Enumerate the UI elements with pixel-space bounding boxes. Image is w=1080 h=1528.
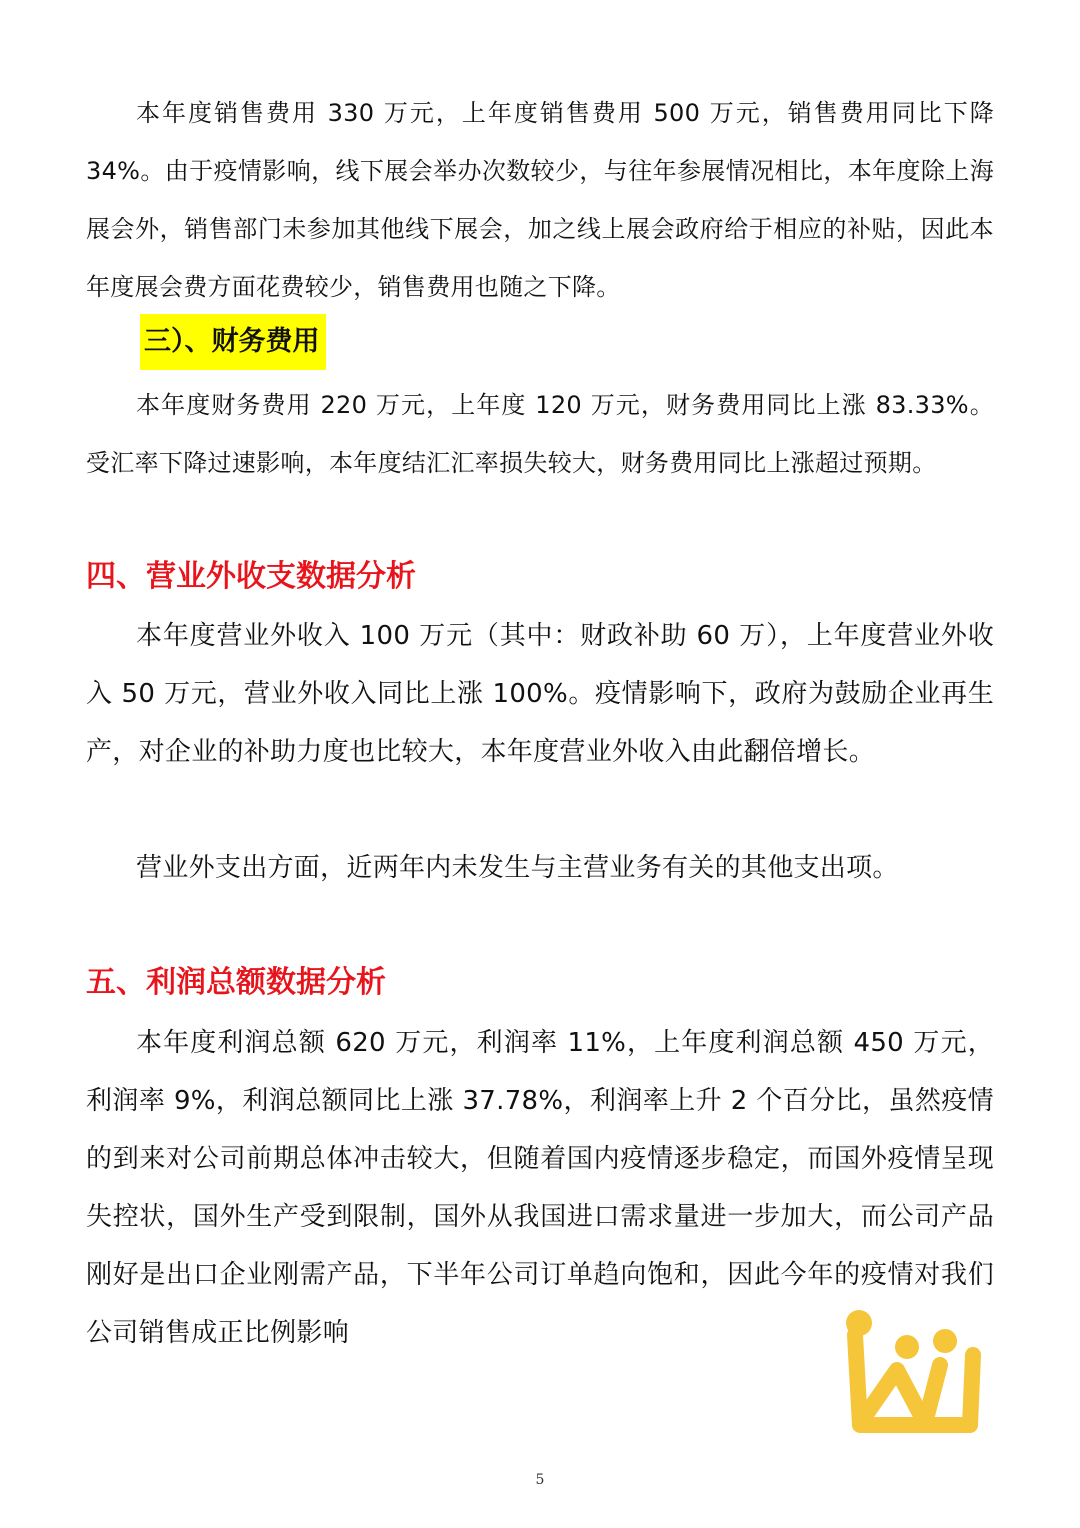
paragraph-non-operating-income: 本年度营业外收入 100 万元（其中：财政补助 60 万），上年度营业外收入 50 万元，营业外收入同比上涨 100%。疫情影响下，政府为鼓励企业再生产，对企业的补助力度也比较大，本年度营业外收入由此翻倍增长。 [86, 621, 994, 767]
subheading-financial-expense: 三）、财务费用 [140, 314, 326, 370]
paragraph-non-operating-expense: 营业外支出方面，近两年内未发生与主营业务有关的其他支出项。 [136, 853, 899, 883]
paragraph-sales-expense: 本年度销售费用 330 万元，上年度销售费用 500 万元，销售费用同比下降 34%。由于疫情影响，线下展会举办次数较少，与往年参展情况相比，本年度除上海展会外，销售部门未参加其他线下展会，加之线上展会政府给于相应的补贴，因此本年度展会费方面花费较少，销售费用也随之下降。 [86, 99, 994, 301]
heading-total-profit: 五、利润总额数据分析 [86, 965, 386, 1000]
paragraph-total-profit: 本年度利润总额 620 万元，利润率 11%，上年度利润总额 450 万元，利润率 9%，利润总额同比上涨 37.78%，利润率上升 2 个百分比，虽然疫情的到来对公司前期总体冲击较大，但随着国内疫情逐步稳定，而国外疫情呈现失控状，国外生产受到限制，国外从我国进口需求量进一步加大，而公司产品刚好是出口企业刚需产品，下半年公司订单趋向饱和，因此今年的疫情对我们公司销售成正比例影响 [86, 1028, 994, 1348]
page-number: 5 [535, 1472, 545, 1488]
crown-logo-icon [835, 1305, 990, 1440]
heading-non-operating: 四、营业外收支数据分析 [86, 559, 416, 594]
paragraph-financial-expense: 本年度财务费用 220 万元，上年度 120 万元，财务费用同比上涨 83.33%。受汇率下降过速影响，本年度结汇汇率损失较大，财务费用同比上涨超过预期。 [86, 391, 994, 477]
